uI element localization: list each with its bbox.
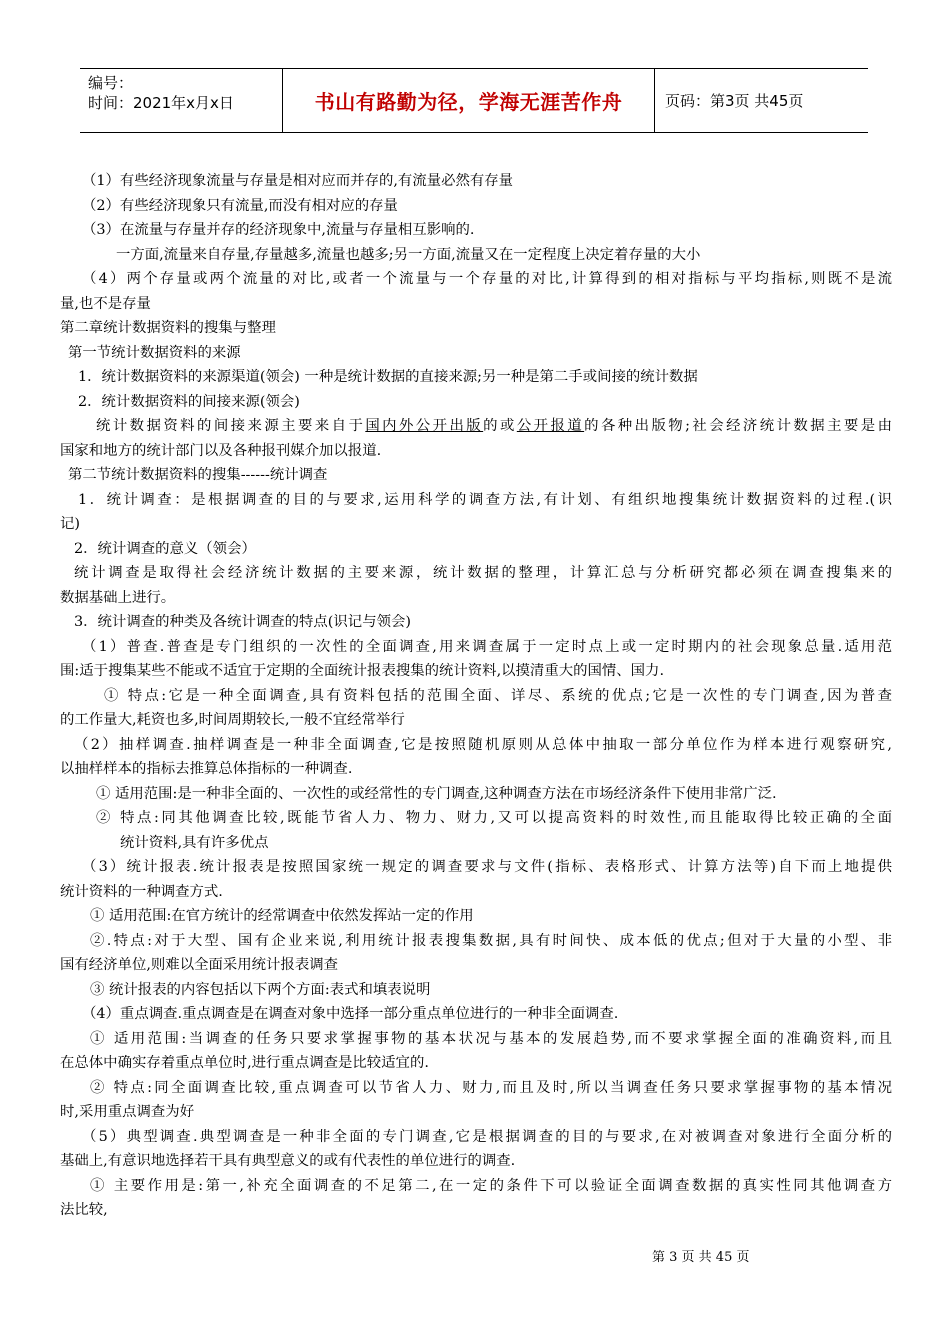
text-line: ① 特点:它是一种全面调查,具有资料包括的范围全面、详尽、系统的优点;它是一次性的专门调查,因为普查 bbox=[104, 687, 892, 704]
text-line: 围:适于搜集某些不能或不适宜于定期的全面统计报表搜集的统计资料,以摸清重大的国情、国力. bbox=[60, 663, 665, 679]
chapter-heading: 第二章统计数据资料的搜集与整理 bbox=[60, 320, 276, 336]
text-line: 2．统计调查的意义（领会） bbox=[74, 540, 256, 557]
text-line: 量,也不是存量 bbox=[60, 295, 151, 312]
link-public-reports[interactable]: 公开报道 bbox=[516, 418, 585, 434]
section-heading: 第一节统计数据资料的来源 bbox=[68, 344, 241, 361]
text-line: 1．统计数据资料的来源渠道(领会) 一种是统计数据的直接来源;另一种是第二手或间接的统计数据 bbox=[78, 369, 698, 385]
document-time-label: 时间：2021年x月x日 bbox=[88, 94, 234, 112]
indirect-source-line bbox=[60, 414, 892, 439]
text-line: （5）典型调查.典型调查是一种非全面的专门调查,它是根据调查的目的与要求,在对被调查对象进行全面分析的 bbox=[82, 1128, 892, 1145]
header-meta bbox=[80, 69, 283, 132]
text-line: 基础上,有意识地选择若干具有典型意义的或有代表性的单位进行的调查. bbox=[60, 1153, 516, 1169]
text-line: 统计资料的一种调查方式. bbox=[60, 883, 223, 900]
text-line: （2）有些经济现象只有流量,而没有相对应的存量 bbox=[82, 197, 398, 214]
text-line: 2．统计数据资料的间接来源(领会) bbox=[78, 393, 300, 410]
text-line: ① 主要作用是:第一,补充全面调查的不足第二,在一定的条件下可以验证全面调查数据的真实性同其他调查方 bbox=[90, 1177, 892, 1194]
text-segment: 的或 bbox=[483, 418, 517, 434]
page-header bbox=[80, 68, 868, 133]
text-line: ③ 统计报表的内容包括以下两个方面:表式和填表说明 bbox=[90, 981, 431, 998]
text-line: ② 特点:同全面调查比较,重点调查可以节省人力、财力,而且及时,所以当调查任务只要求掌握事物的基本情况 bbox=[90, 1079, 892, 1096]
header-motto: 书山有路勤为径，学海无涯苦作舟 bbox=[283, 69, 655, 132]
text-line: ② 特点:同其他调查比较,既能节省人力、物力、财力,又可以提高资料的时效性,而且能取得比较正确的全面 bbox=[96, 810, 892, 826]
page-footer: 第 3 页 共 45 页 bbox=[652, 1250, 750, 1265]
text-line: 记) bbox=[60, 516, 81, 532]
text-line: ① 适用范围:在官方统计的经常调查中依然发挥站一定的作用 bbox=[90, 908, 474, 924]
text-line: 在总体中确实存着重点单位时,进行重点调查是比较适宜的. bbox=[60, 1055, 429, 1071]
link-domestic-foreign-publications[interactable]: 国内外公开出版 bbox=[365, 418, 484, 434]
text-line: （1）有些经济现象流量与存量是相对应而并存的,有流量必然有存量 bbox=[82, 173, 514, 189]
text-line: 统计资料,具有许多优点 bbox=[120, 834, 269, 851]
text-line: 一方面,流量来自存量,存量越多,流量也越多;另一方面,流量又在一定程度上决定着存量的大小 bbox=[116, 246, 701, 263]
section-heading: 第二节统计数据资料的搜集------统计调查 bbox=[68, 467, 328, 483]
text-line: 数据基础上进行。 bbox=[60, 589, 176, 606]
text-line: （2）抽样调查.抽样调查是一种非全面调查,它是按照随机原则从总体中抽取一部分单位作为样本进行观察研究, bbox=[74, 736, 892, 753]
text-line: 3．统计调查的种类及各统计调查的特点(识记与领会) bbox=[74, 614, 411, 630]
text-line: （3）统计报表.统计报表是按照国家统一规定的调查要求与文件(指标、表格形式、计算方法等)自下而上地提供 bbox=[82, 859, 892, 875]
text-line: 法比较, bbox=[60, 1202, 108, 1218]
text-segment: 统计数据资料的间接来源主要来自于 bbox=[96, 418, 366, 434]
text-line: 国有经济单位,则难以全面采用统计报表调查 bbox=[60, 957, 338, 973]
text-line: ① 适用范围:是一种非全面的、一次性的或经常性的专门调查,这种调查方法在市场经济条件下使用非常广泛. bbox=[96, 785, 777, 802]
text-line: 的工作量大,耗资也多,时间周期较长,一般不宜经常举行 bbox=[60, 712, 405, 728]
text-line: 统计调查是取得社会经济统计数据的主要来源，统计数据的整理，计算汇总与分析研究都必须在调查搜集来的 bbox=[74, 565, 892, 581]
text-line: （1）普查.普查是专门组织的一次性的全面调查,用来调查属于一定时点上或一定时期内的社会现象总量.适用范 bbox=[82, 638, 892, 655]
text-line: 国家和地方的统计部门以及各种报刊媒介加以报道. bbox=[60, 442, 382, 459]
text-line: 1．统计调查：是根据调查的目的与要求,运用科学的调查方法,有计划、有组织地搜集统计数据资料的过程.(识 bbox=[78, 491, 892, 508]
text-line: ① 适用范围:当调查的任务只要求掌握事物的基本状况与基本的发展趋势,而不要求掌握全面的准确资料,而且 bbox=[90, 1030, 892, 1047]
text-line: （3）在流量与存量并存的经济现象中,流量与存量相互影响的. bbox=[82, 222, 475, 238]
text-line: 以抽样样本的指标去推算总体指标的一种调查. bbox=[60, 761, 353, 777]
text-line: （4）两个存量或两个流量的对比,或者一个流量与一个存量的对比,计算得到的相对指标与平均指标,则既不是流 bbox=[82, 271, 892, 287]
text-segment: 的各种出版物;社会经济统计数据主要是由 bbox=[584, 418, 892, 434]
text-line: （4）重点调查.重点调查是在调查对象中选择一部分重点单位进行的一种非全面调查. bbox=[82, 1006, 619, 1022]
text-line: ②.特点:对于大型、国有企业来说,利用统计报表搜集数据,具有时间快、成本低的优点;但对于大量的小型、非 bbox=[90, 932, 892, 949]
header-page-info: 页码：第3页 共45页 bbox=[665, 92, 804, 110]
document-number-label: 编号： bbox=[88, 74, 134, 92]
text-line: 时,采用重点调查为好 bbox=[60, 1104, 195, 1120]
document-body bbox=[60, 169, 892, 1223]
